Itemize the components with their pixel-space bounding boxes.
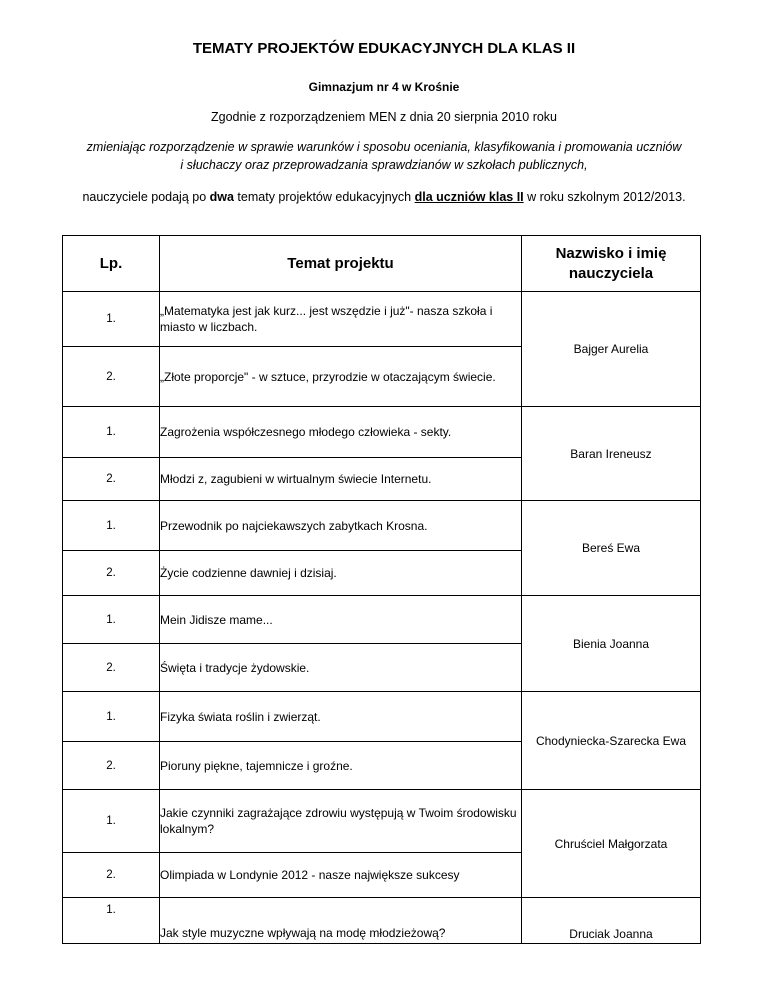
row-topic: Życie codzienne dawniej i dzisiaj.	[160, 551, 522, 596]
row-teacher: Chruściel Małgorzata	[522, 790, 701, 898]
row-topic: Zagrożenia współczesnego młodego człowieka - sekty.	[160, 407, 522, 458]
row-lp: 1.	[63, 292, 160, 347]
row-topic: Olimpiada w Londynie 2012 - nasze największe sukcesy	[160, 853, 522, 898]
table-row	[63, 692, 701, 742]
row-teacher: Druciak Joanna	[522, 898, 701, 944]
row-topic: Przewodnik po najciekawszych zabytkach Krosna.	[160, 501, 522, 551]
row-lp: 1.	[63, 596, 160, 644]
intro-bold-two: dwa	[209, 190, 234, 204]
row-teacher: Bajger Aurelia	[522, 292, 701, 407]
table-row	[63, 407, 701, 458]
row-lp: 1.	[63, 898, 160, 944]
table-header-row	[63, 236, 701, 292]
row-lp: 2.	[63, 347, 160, 407]
header-topic: Temat projektu	[160, 236, 522, 292]
row-teacher: Chodyniecka-Szarecka Ewa	[522, 692, 701, 790]
intro-bold-class: dla uczniów klas II	[414, 190, 524, 204]
row-lp: 2.	[63, 551, 160, 596]
row-topic: Święta i tradycje żydowskie.	[160, 644, 522, 692]
row-lp: 1.	[63, 501, 160, 551]
amending-line-2: i słuchaczy oraz przeprowadzania sprawdzianów w szkołach publicznych,	[180, 158, 588, 172]
amending-regulation-text	[70, 138, 698, 174]
table-row	[63, 501, 701, 551]
table-row	[63, 292, 701, 347]
intro-part-3: w roku szkolnym 2012/2013.	[523, 190, 686, 204]
row-teacher: Bienia Joanna	[522, 596, 701, 692]
row-topic: „Matematyka jest jak kurz... jest wszędzie i już"- nasza szkoła i miasto w liczbach.	[160, 292, 522, 347]
row-lp: 1.	[63, 692, 160, 742]
row-teacher: Bereś Ewa	[522, 501, 701, 596]
row-topic: „Złote proporcje" - w sztuce, przyrodzie w otaczającym świecie.	[160, 347, 522, 407]
row-topic: Mein Jidisze mame...	[160, 596, 522, 644]
row-topic: Młodzi z, zagubieni w wirtualnym świecie Internetu.	[160, 458, 522, 501]
table-row	[63, 790, 701, 853]
header-lp: Lp.	[63, 236, 160, 292]
row-topic: Pioruny piękne, tajemnicze i groźne.	[160, 742, 522, 790]
table-row	[63, 898, 701, 944]
intro-sentence	[0, 190, 768, 204]
document-title: TEMATY PROJEKTÓW EDUKACYJNYCH DLA KLAS II	[192, 40, 576, 57]
row-lp: 1.	[63, 407, 160, 458]
header-teacher: Nazwisko i imię nauczyciela	[522, 236, 701, 292]
amending-line-1: zmieniając rozporządzenie w sprawie warunków i sposobu oceniania, klasyfikowania i promowania uczniów	[86, 140, 682, 154]
regulation-line: Zgodnie z rozporządzeniem MEN z dnia 20 sierpnia 2010 roku	[210, 110, 558, 124]
row-lp: 2.	[63, 742, 160, 790]
row-lp: 2.	[63, 644, 160, 692]
row-teacher: Baran Ireneusz	[522, 407, 701, 501]
school-name: Gimnazjum nr 4 w Krośnie	[308, 80, 460, 94]
projects-table	[62, 235, 701, 944]
row-topic: Fizyka świata roślin i zwierząt.	[160, 692, 522, 742]
row-lp: 2.	[63, 853, 160, 898]
row-topic: Jakie czynniki zagrażające zdrowiu występują w Twoim środowisku lokalnym?	[160, 790, 522, 853]
row-topic: Jak style muzyczne wpływają na modę młodzieżową?	[160, 898, 522, 944]
intro-part-1: nauczyciele podają po	[82, 190, 210, 204]
row-lp: 2.	[63, 458, 160, 501]
table-row	[63, 596, 701, 644]
intro-part-2: tematy projektów edukacyjnych	[233, 190, 415, 204]
row-lp: 1.	[63, 790, 160, 853]
